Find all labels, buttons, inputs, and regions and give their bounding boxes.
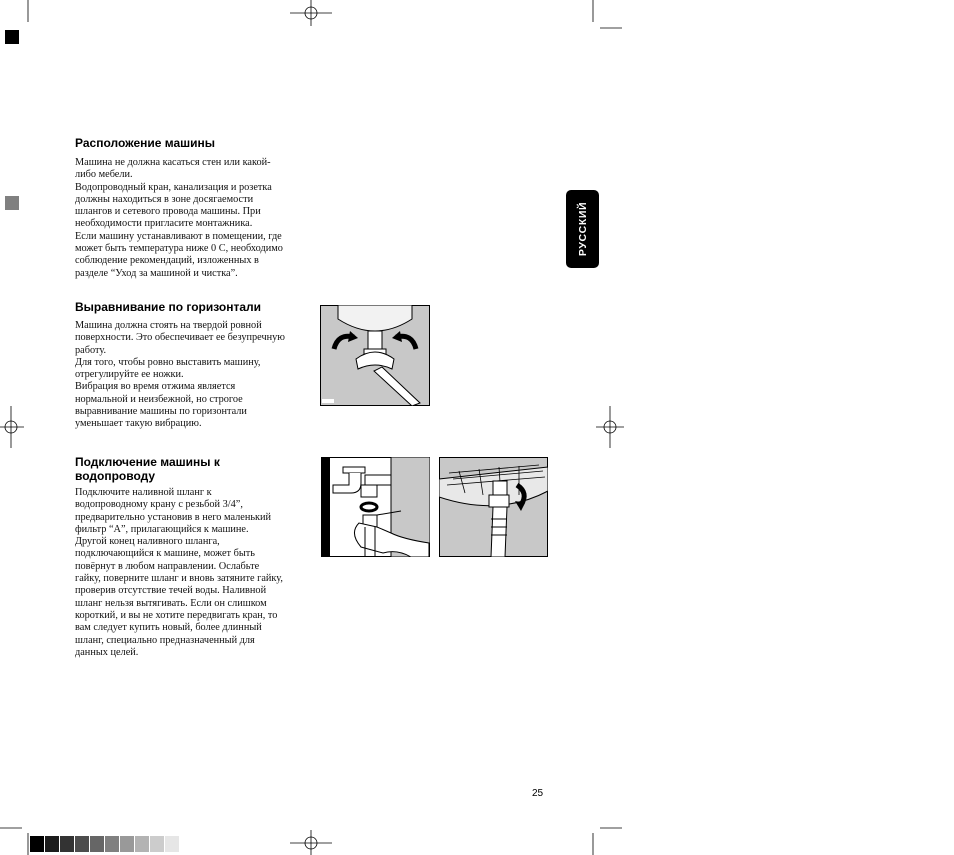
section-heading: Расположение машины [75, 136, 216, 150]
section-heading: Выравнивание по горизонтали [75, 300, 262, 314]
color-swatch [75, 836, 89, 852]
color-swatch [90, 836, 104, 852]
section-body [75, 157, 315, 280]
language-tab-label: РУССКИЙ [576, 201, 589, 257]
section-body [75, 487, 315, 659]
color-swatch [165, 836, 179, 852]
page-number: 25 [532, 788, 544, 799]
language-tab [566, 190, 599, 268]
tap-hose-filter-illustration [321, 457, 430, 557]
color-swatch [120, 836, 134, 852]
paragraph: Машина должна стоять на твердой ровной поверхности. Это обеспечивает ее безупречную работу. Для того, чтобы ровно выставить машину, отрегулируйте ее ножки. Вибрация во время отжима является нормальной и неизбежной, но строгое выравнивание машины по горизонтали уменьшает такую вибрацию. [75, 320, 285, 430]
paragraph: Машина не должна касаться стен или какой- либо мебели. [75, 157, 271, 181]
section-body [75, 320, 315, 431]
color-swatch [60, 836, 74, 852]
section-levelling [75, 300, 315, 431]
levelling-feet-wrench-illustration [320, 305, 430, 406]
section-water-connection [75, 455, 315, 659]
color-swatch [135, 836, 149, 852]
color-swatch [45, 836, 59, 852]
paragraph: Подключите наливной шланг к водопроводному крану с резьбой 3/4”, предварительно установив в него маленький фильтр “А”, прилагающийся к машине. Другой конец наливного шланга, подключающийся к машине, может быть повёрнут в любом направлении. Ослабьте гайку, поверните шланг и вновь затяните гайку, проверив отсутствие течей воды. Наливной шланг нельзя вытягивать. Если он слишком короткий, и вы не хотите передвигать кран, то вам следует купить новый, более длинный шланг, специально предназначенный для данных целей. [75, 487, 283, 658]
section-heading: Подключение машины к водопроводу [75, 455, 220, 483]
color-calibration-bar [30, 836, 180, 852]
machine-hose-connection-illustration [439, 457, 548, 557]
paragraph: Водопроводный кран, канализация и розетка должны находиться в зоне досягаемости шлангов и сетевого провода машины. При необходимости пригласите монтажника. [75, 181, 272, 230]
paragraph: Если машину устанавливают в помещении, где может быть температура ниже 0 С, необходимо соблюдение рекомендаций, изложенных в разделе “Уход за машиной и чистка”. [75, 230, 283, 279]
color-swatch [30, 836, 44, 852]
color-swatch [150, 836, 164, 852]
section-machine-placement [75, 136, 315, 280]
color-swatch [105, 836, 119, 852]
